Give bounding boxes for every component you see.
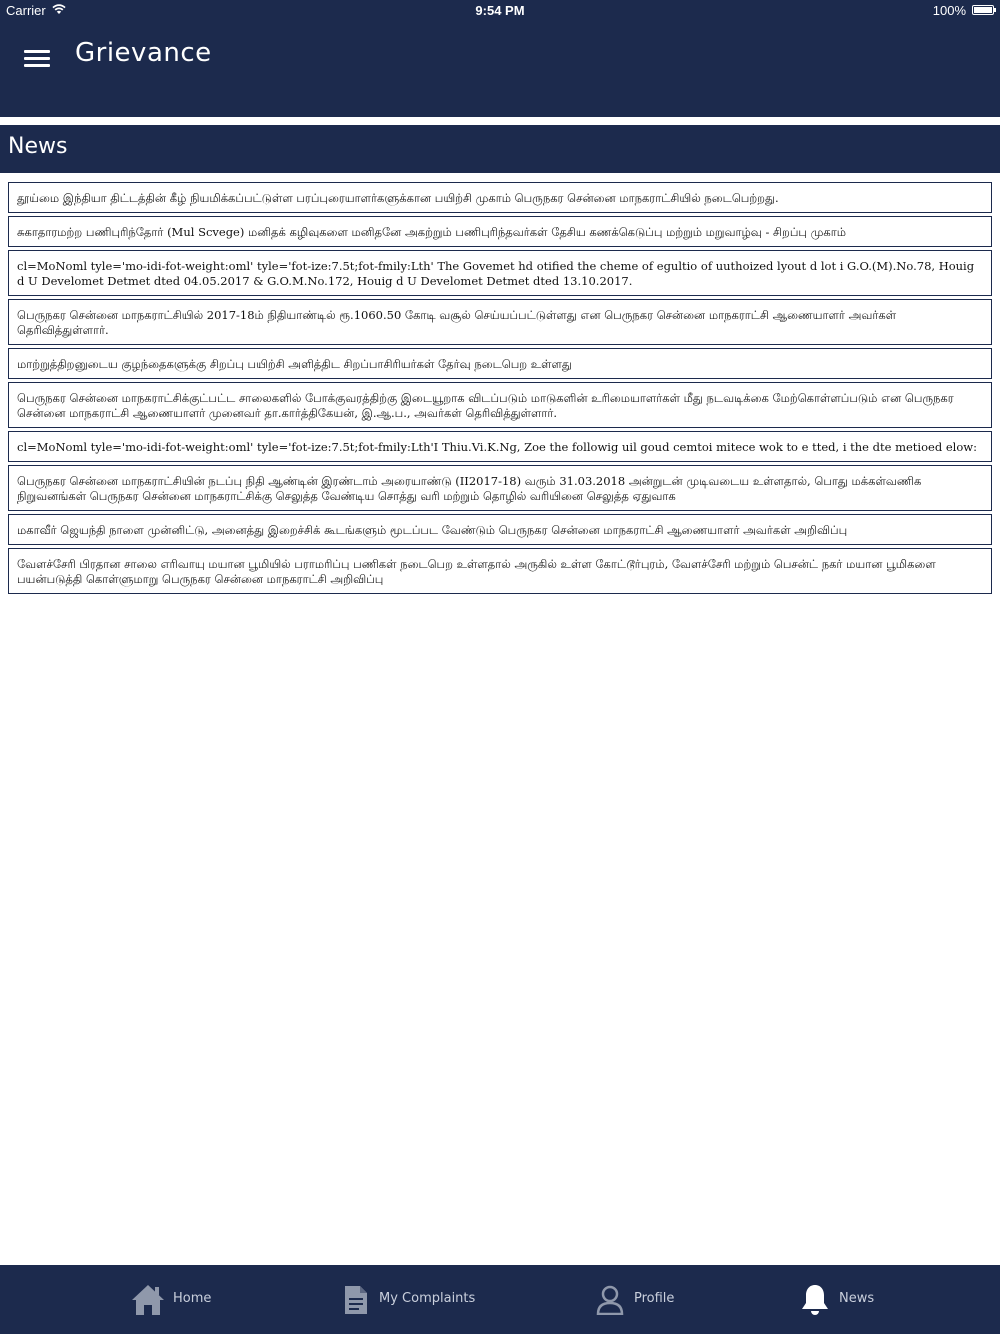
tab-profile[interactable] — [596, 1265, 706, 1334]
news-item[interactable]: மாற்றுத்திறனுடைய குழந்தைகளுக்கு சிறப்பு பயிற்சி அளித்திட சிறப்பாசிரியர்கள் தேர்வு நடைபெற உள்ளது — [8, 348, 992, 379]
tab-home[interactable] — [130, 1265, 250, 1334]
tab-home-label: Home — [173, 1291, 212, 1306]
menu-icon[interactable] — [24, 48, 50, 68]
battery-percent: 100% — [932, 3, 966, 18]
news-item[interactable]: பெருநகர சென்னை மாநகராட்சியின் நடப்பு நிதி ஆண்டின் இரண்டாம் அரையாண்டு (II2017-18) வரும் 31.03.2018 அன்றுடன் முடிவடைய உள்ளதால், பொது மக்கள்வணிக நிறுவனங்கள் பெருநகர சென்னை மாநகராட்சிக்கு செலுத்த வேண்டிய சொத்து வரி மற்றும் தொழில் வரியினை செலுத்த ஏதுவாக — [8, 465, 992, 511]
news-item[interactable]: cl=MoNoml tyle='mo-idi-fot-weight:oml' tyle='fot-ize:7.5t;fot-fmily:Lth'I Thiu.Vi.K.Ng, Zoe the followig uil goud cemtoi mitece wok to e tted, i the dte metioed elow: — [8, 431, 992, 462]
news-item[interactable]: தூய்மை இந்தியா திட்டத்தின் கீழ் நியமிக்கப்பட்டுள்ள பரப்புரையாளர்களுக்கான பயிற்சி முகாம் பெருநகர சென்னை மாநகராட்சியில் நடைபெற்றது. — [8, 182, 992, 213]
status-bar — [0, 0, 1000, 22]
tab-news-label: News — [839, 1291, 875, 1306]
person-icon — [596, 1285, 624, 1319]
news-list — [8, 182, 992, 597]
tab-my-complaints-label: My Complaints — [379, 1291, 476, 1306]
battery-icon — [972, 5, 994, 15]
app-header — [0, 22, 1000, 117]
section-header — [0, 125, 1000, 173]
tab-my-complaints[interactable] — [343, 1265, 483, 1334]
tab-profile-label: Profile — [634, 1291, 675, 1306]
bell-icon — [800, 1283, 830, 1321]
app-title: Grievance — [75, 38, 212, 68]
news-item[interactable]: மகாவீர் ஜெயந்தி நாளை முன்னிட்டு, அனைத்து இறைச்சிக் கூடங்களும் மூடப்பட வேண்டும் பெருநகர சென்னை மாநகராட்சி ஆணையாளர் அவர்கள் அறிவிப்பு — [8, 514, 992, 545]
document-icon — [343, 1285, 369, 1319]
tab-news[interactable] — [800, 1265, 900, 1334]
tab-bar — [0, 1265, 1000, 1334]
status-time: 9:54 PM — [475, 3, 525, 18]
news-item[interactable]: பெருநகர சென்னை மாநகராட்சிக்குட்பட்ட சாலைகளில் போக்குவரத்திற்கு இடையூறாக விடப்படும் மாடுகளின் உரிமையாளர்கள் மீது நடவடிக்கை மேற்கொள்ளப்படும் என பெருநகர சென்னை மாநகராட்சி ஆணையாளர் முனைவர் தா.கார்த்திகேயன், இ.ஆ.ப., அவர்கள் தெரிவித்துள்ளார். — [8, 382, 992, 428]
carrier-label: Carrier — [6, 3, 46, 18]
news-item[interactable]: வேளச்சேரி பிரதான சாலை எரிவாயு மயான பூமியில் பராமரிப்பு பணிகள் நடைபெற உள்ளதால் அருகில் உள்ள கோட்டூர்புரம், வேளச்சேரி மற்றும் பெசன்ட் நகர் மயான பூமிகளை பயன்படுத்தி கொள்ளுமாறு பெருநகர சென்னை மாநகராட்சி அறிவிப்பு — [8, 548, 992, 594]
news-item[interactable]: சுகாதாரமற்ற பணிபுரிந்தோர் (Mul Scvege) மனிதக் கழிவுகளை மனிதனே அகற்றும் பணிபுரிந்தவர்கள் தேசிய கணக்கெடுப்பு மற்றும் மறுவாழ்வு - சிறப்பு முகாம் — [8, 216, 992, 247]
home-icon — [130, 1283, 166, 1321]
news-item[interactable]: பெருநகர சென்னை மாநகராட்சியில் 2017-18ம் நிதியாண்டில் ரூ.1060.50 கோடி வசூல் செய்யப்பட்டுள்ளது என பெருநகர சென்னை மாநகராட்சி ஆணையாளர் அவர்கள் தெரிவித்துள்ளார். — [8, 299, 992, 345]
section-title: News — [8, 134, 68, 159]
news-item[interactable]: cl=MoNoml tyle='mo-idi-fot-weight:oml' tyle='fot-ize:7.5t;fot-fmily:Lth' The Govemet hd otified the cheme of egultio of uuthoized lyout d lot i G.O.(M).No.78, Houig d U Develomet Detmet dted 04.05.2017 & G.O.M.No.172, Houig d U Develomet Detmet dted 13.10.2017. — [8, 250, 992, 296]
